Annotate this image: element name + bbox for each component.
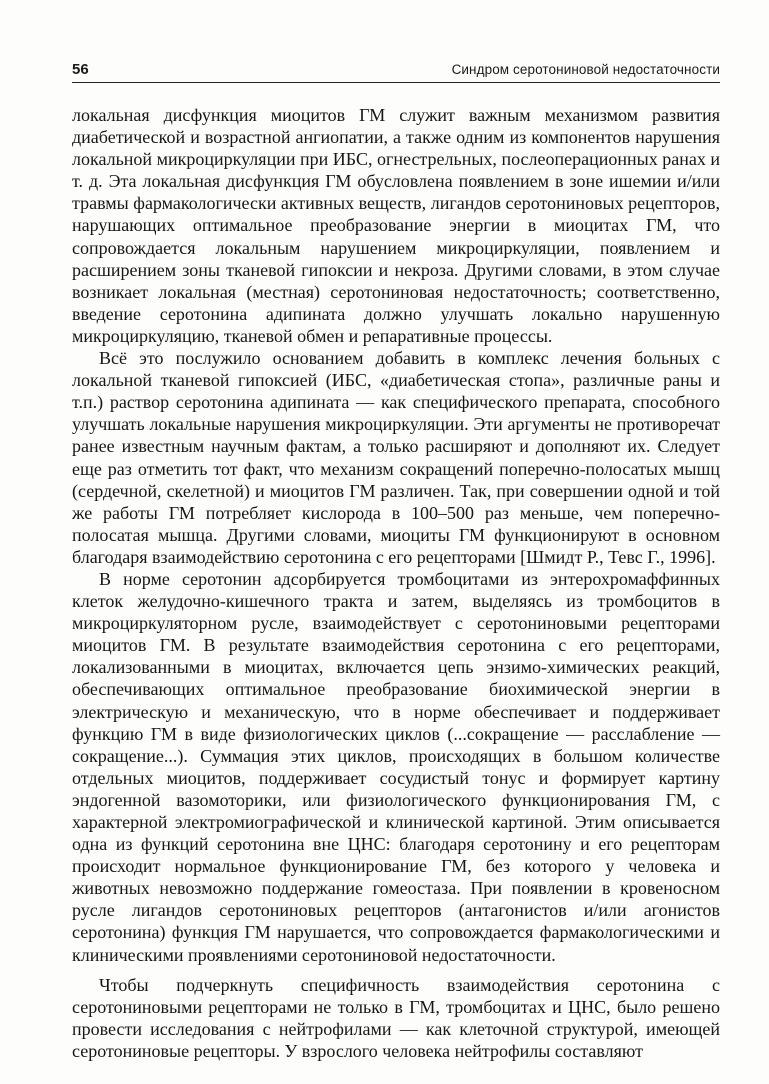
- running-title: Синдром серотониновой недостаточности: [451, 62, 720, 77]
- page-number: 56: [72, 61, 89, 78]
- paragraph: Всё это послужило основанием добавить в комплекс лечения больных с локальной тканевой гипоксией (ИБС, «диабетическая стопа», различные раны и т.п.) раствор серотонина адипината — как специфического препарата, способного улучшать локальные нарушения микроциркуляции. Эти аргументы не противоречат ранее известным научным фактам, а только расширяют и дополняют их. Следует еще раз отметить тот факт, что механизм сокращений поперечно-полосатых мышц (сердечной, скелетной) и миоцитов ГМ различен. Так, при совершении одной и той же работы ГМ потребляет кислорода в 100–500 раз меньше, чем поперечно-полосатая мышца. Другими словами, миоциты ГМ функционируют в основном благодаря взаимодействию серотонина с его рецепторами [Шмидт Р., Тевс Г., 1996].: [72, 348, 720, 567]
- paragraph: В норме серотонин адсорбируется тромбоцитами из энтерохромаффинных клеток желудочно-кишечного тракта и затем, выделяясь из тромбоцитов в микроциркуляторном русле, взаимодействует с серотониновыми рецепторами миоцитов ГМ. В результате взаимодействия серотонина с его рецепторами, локализованными в миоцитах, включается цепь энзимо-химических реакций, обеспечивающих оптимальное преобразование биохимической энергии в электрическую и механическую, что в норме обеспечивает и поддерживает функцию ГМ в виде физиологических циклов (...сокращение — расслабление — сокращение...). Суммация этих циклов, происходящих в большом количестве отдельных миоцитов, поддерживает сосудистый тонус и формирует картину эндогенной вазомоторики, или физиологического функционирования ГМ, с характерной электромиографической и клинической картиной. Этим описывается одна из функций серотонина вне ЦНС: благодаря серотонину и его рецепторам происходит нормальное функционирование ГМ, без которого у человека и животных невозможно поддержание гомеостаза. При появлении в кровеносном русле лигандов серотониновых рецепторов (антагонистов и/или агонистов серотонина) функция ГМ нарушается, что сопровождается фармакологическими и клиническими проявлениями серотониновой недостаточности.: [72, 568, 720, 965]
- paragraph: Чтобы подчеркнуть специфичность взаимодействия серотонина с серотониновыми рецепторами не только в ГМ, тромбоцитах и ЦНС, было решено провести исследования с нейтрофилами — как клеточной структурой, имеющей серотониновые рецепторы. У взрослого человека нейтрофилы составляют: [72, 974, 720, 1061]
- running-header: [72, 60, 720, 83]
- body-text: [72, 104, 720, 1062]
- paragraph: локальная дисфункция миоцитов ГМ служит важным механизмом развития диабетической и возрастной ангиопатии, а также одним из компонентов нарушения локальной микроциркуляции при ИБС, огнестрельных, послеоперационных ранах и т. д. Эта локальная дисфункция ГМ обусловлена появлением в зоне ишемии и/или травмы фармакологически активных веществ, лигандов серотониновых рецепторов, нарушающих оптимальное преобразование энергии в миоцитах ГМ, что сопровождается локальным нарушением микроциркуляции, появлением и расширением зоны тканевой гипоксии и некроза. Другими словами, в этом случае возникает локальная (местная) серотониновая недостаточность; соответственно, введение серотонина адипината должно улучшать локально нарушенную микроциркуляцию, тканевой обмен и репаративные процессы.: [72, 105, 720, 346]
